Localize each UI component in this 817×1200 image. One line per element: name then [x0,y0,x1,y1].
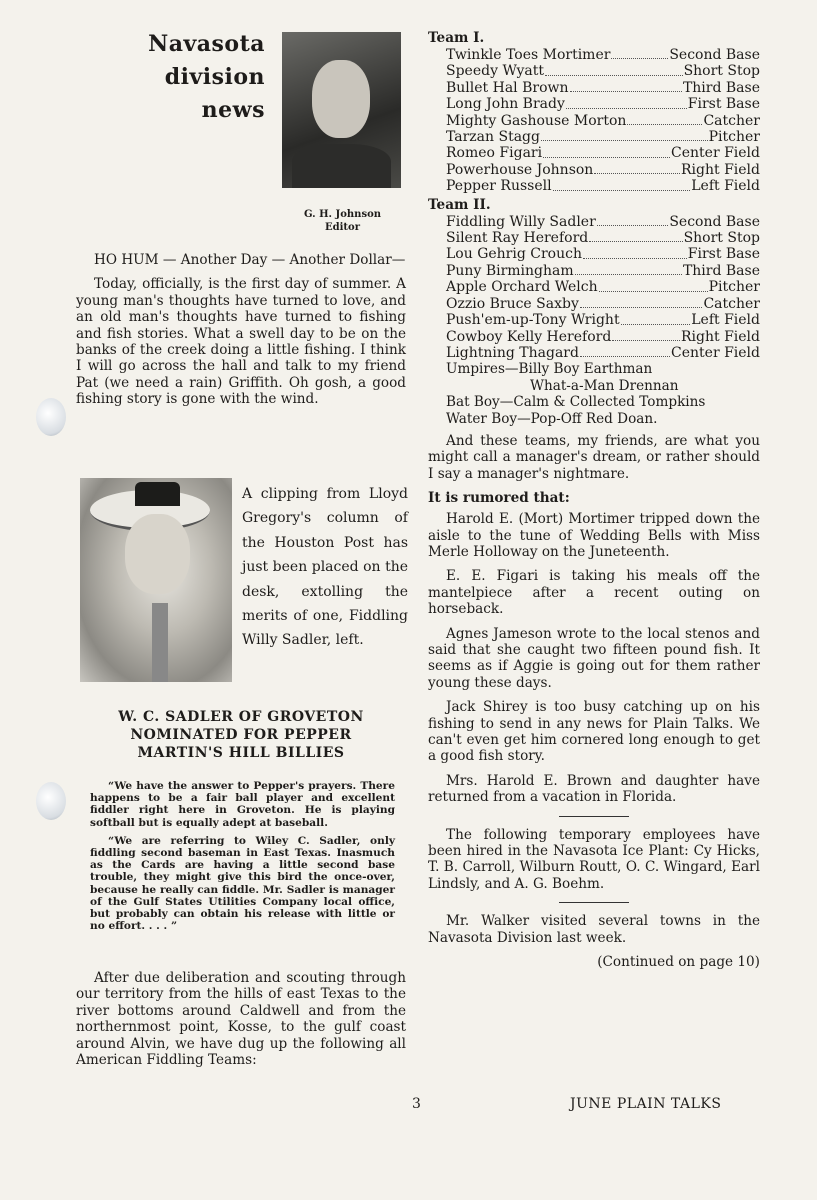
player-name: Ozzio Bruce Saxby [446,295,579,312]
paragraph: Today, officially, is the first day of summer. A young man's thoughts have turned to love, and an old man's thoughts have turned to fishing and fish stories. What a swell day to be on the banks of the creek doing a little fishing. I think I will go across the hall and talk to my friend Pat (we need a rain) Griffith. Oh gosh, a good fishing story is gone with the wind. [76,276,406,408]
player-position: First Base [687,246,760,263]
player-position: Catcher [703,295,760,312]
rumor: Agnes Jameson wrote to the local stenos and said that she caught two fifteen pound fish. It seems as if Aggie is going out for them rather young these days. [428,625,760,691]
player-name: Lou Gehrig Crouch [446,246,582,263]
player-position: Short Stop [683,230,760,247]
binder-hole [36,398,66,436]
team-heading: Team II. [428,196,491,213]
roster-row [446,345,760,361]
divider [559,902,629,903]
dot-leader [599,279,708,291]
player-position: Center Field [671,344,760,361]
paragraph: After due deliberation and scouting through our territory from the hills of east Texas to the river bottoms around Caldwell and from the northernmost point, Kosse, to the gulf coast around Alvin, we have dug up the following all American Fiddling Teams: [76,970,406,1069]
dot-leader [553,178,691,190]
roster-row [446,178,760,194]
sadler-photo [80,478,232,682]
roster-row [446,63,760,79]
dot-leader [580,345,670,357]
roster-row [446,113,760,129]
player-position: Right Field [681,161,760,178]
dot-leader [570,80,682,92]
dot-leader [621,312,691,324]
publication-name: JUNE PLAIN TALKS [570,1096,722,1112]
roster-row [446,279,760,295]
roster-row [446,329,760,345]
roster-row [446,246,760,262]
dot-leader [597,214,669,226]
roster-row [446,47,760,63]
bat-boy: Bat Boy—Calm & Collected Tompkins [446,394,706,411]
dot-leader [612,329,680,341]
clipping-text: A clipping from Lloyd Gregory's column of the Houston Post has just been placed on the desk, extolling the merits of one, Fiddling Willy Sadler, left. [242,486,408,649]
team-roster [428,47,760,195]
team-roster [428,214,760,362]
roster-row [446,214,760,230]
teams-intro [76,970,406,1076]
player-position: Third Base [682,262,760,279]
dot-leader [541,129,708,141]
section-title [100,28,265,127]
quote-paragraph: “We have the answer to Pepper's prayers. There happens to be a fair ball player and excellent fiddler right here in Groveton. He is playing softball but is equally adept at baseball. [90,780,395,829]
player-position: Pitcher [708,279,760,296]
editor-name: G. H. Johnson [303,209,382,220]
intro-text [76,252,406,416]
player-name: Silent Ray Hereford [446,230,589,247]
player-name: Powerhouse Johnson [446,161,594,178]
umpires-second: What-a-Man Drennan [530,377,679,394]
roster-row [446,145,760,161]
editor-photo [282,32,401,188]
dot-leader [566,96,687,108]
player-position: Third Base [682,79,760,96]
umpires: Umpires—Billy Boy Earthman [446,361,653,378]
player-name: Mighty Gashouse Morton [446,112,627,129]
player-position: Short Stop [683,63,760,80]
player-name: Bullet Hal Brown [446,79,569,96]
roster-row [446,312,760,328]
title-line: Navasota [148,31,265,57]
player-name: Puny Birmingham [446,262,574,279]
title-line: news [201,97,265,123]
player-name: Cowboy Kelly Hereford [446,328,612,345]
player-name: Tarzan Stagg [446,129,540,146]
player-name: Romeo Figari [446,145,543,162]
player-position: Center Field [671,145,760,162]
dot-leader [611,47,668,59]
headline-line: NOMINATED FOR PEPPER [130,727,352,743]
rumor: Harold E. (Mort) Mortimer tripped down the aisle to the tune of Wedding Bells with Miss Merle Holloway on the Juneteenth. [428,511,760,560]
player-name: Pepper Russell [446,178,552,195]
dot-leader [545,63,683,75]
intro-heading: HO HUM — Another Day — Another Dollar— [94,252,406,268]
player-position: First Base [687,96,760,113]
editor-caption [280,208,405,234]
player-position: Left Field [691,312,760,329]
team-heading: Team I. [428,30,485,46]
rumors-heading: It is rumored that: [428,490,570,507]
roster-row [446,296,760,312]
headline-line: MARTIN'S HILL BILLIES [137,745,345,761]
dot-leader [589,230,682,242]
continued-note: (Continued on page 10) [597,954,760,971]
player-name: Twinkle Toes Mortimer [446,47,611,63]
roster-row [446,263,760,279]
roster-row [446,96,760,112]
dot-leader [583,246,687,258]
player-name: Lightning Thagard [446,344,579,361]
roster-row [446,129,760,145]
player-position: Pitcher [708,129,760,146]
player-name: Apple Orchard Welch [446,279,598,296]
rumor: Mrs. Harold E. Brown and daughter have returned from a vacation in Florida. [428,772,760,806]
quoted-clipping [90,780,395,938]
dot-leader [575,263,682,275]
article-headline [76,708,406,762]
dot-leader [543,145,670,157]
player-position: Second Base [669,47,760,63]
quote-paragraph: “We are referring to Wiley C. Sadler, only fiddling second baseman in East Texas. Inasmuch as the Cards are having a little second base trouble, they might give this bird the once-over, because he really can fiddle. Mr. Sadler is manager of the Gulf States Utilities Company local office, but probably can obtain his release with little or no effort. . . . ” [90,834,395,933]
paragraph: And these teams, my friends, are what you might call a manager's dream, or rather should I say a manager's nightmare. [428,432,760,482]
page-number: 3 [412,1096,421,1112]
headline-line: W. C. SADLER OF GROVETON [118,709,364,725]
editor-role: Editor [325,222,360,233]
roster-row [446,162,760,178]
divider [559,816,629,817]
paragraph: The following temporary employees have been hired in the Navasota Ice Plant: Cy Hicks, T. B. Carroll, Wilburn Routt, O. C. Wingard, Earl Lindsly, and A. G. Boehm. [428,826,760,892]
player-position: Catcher [703,112,760,129]
player-position: Left Field [691,178,760,195]
player-name: Long John Brady [446,96,565,113]
binder-hole [36,782,66,820]
rumor: Jack Shirey is too busy catching up on his fishing to send in any news for Plain Talks. We can't even get him cornered long enough to get a good fish story. [428,699,760,765]
dot-leader [580,296,703,308]
player-position: Second Base [669,213,760,230]
paragraph: Mr. Walker visited several towns in the Navasota Division last week. [428,913,760,946]
player-name: Fiddling Willy Sadler [446,213,596,230]
dot-leader [627,113,702,125]
title-line: division [164,64,265,90]
rumor: E. E. Figari is taking his meals off the mantelpiece after a recent outing on horseback. [428,568,760,618]
roster-row [446,80,760,96]
roster-row [446,230,760,246]
right-column [428,30,760,971]
player-name: Push'em-up-Tony Wright [446,312,620,329]
water-boy: Water Boy—Pop-Off Red Doan. [446,410,658,427]
player-position: Right Field [681,328,760,345]
dot-leader [594,162,680,174]
player-name: Speedy Wyatt [446,63,545,80]
